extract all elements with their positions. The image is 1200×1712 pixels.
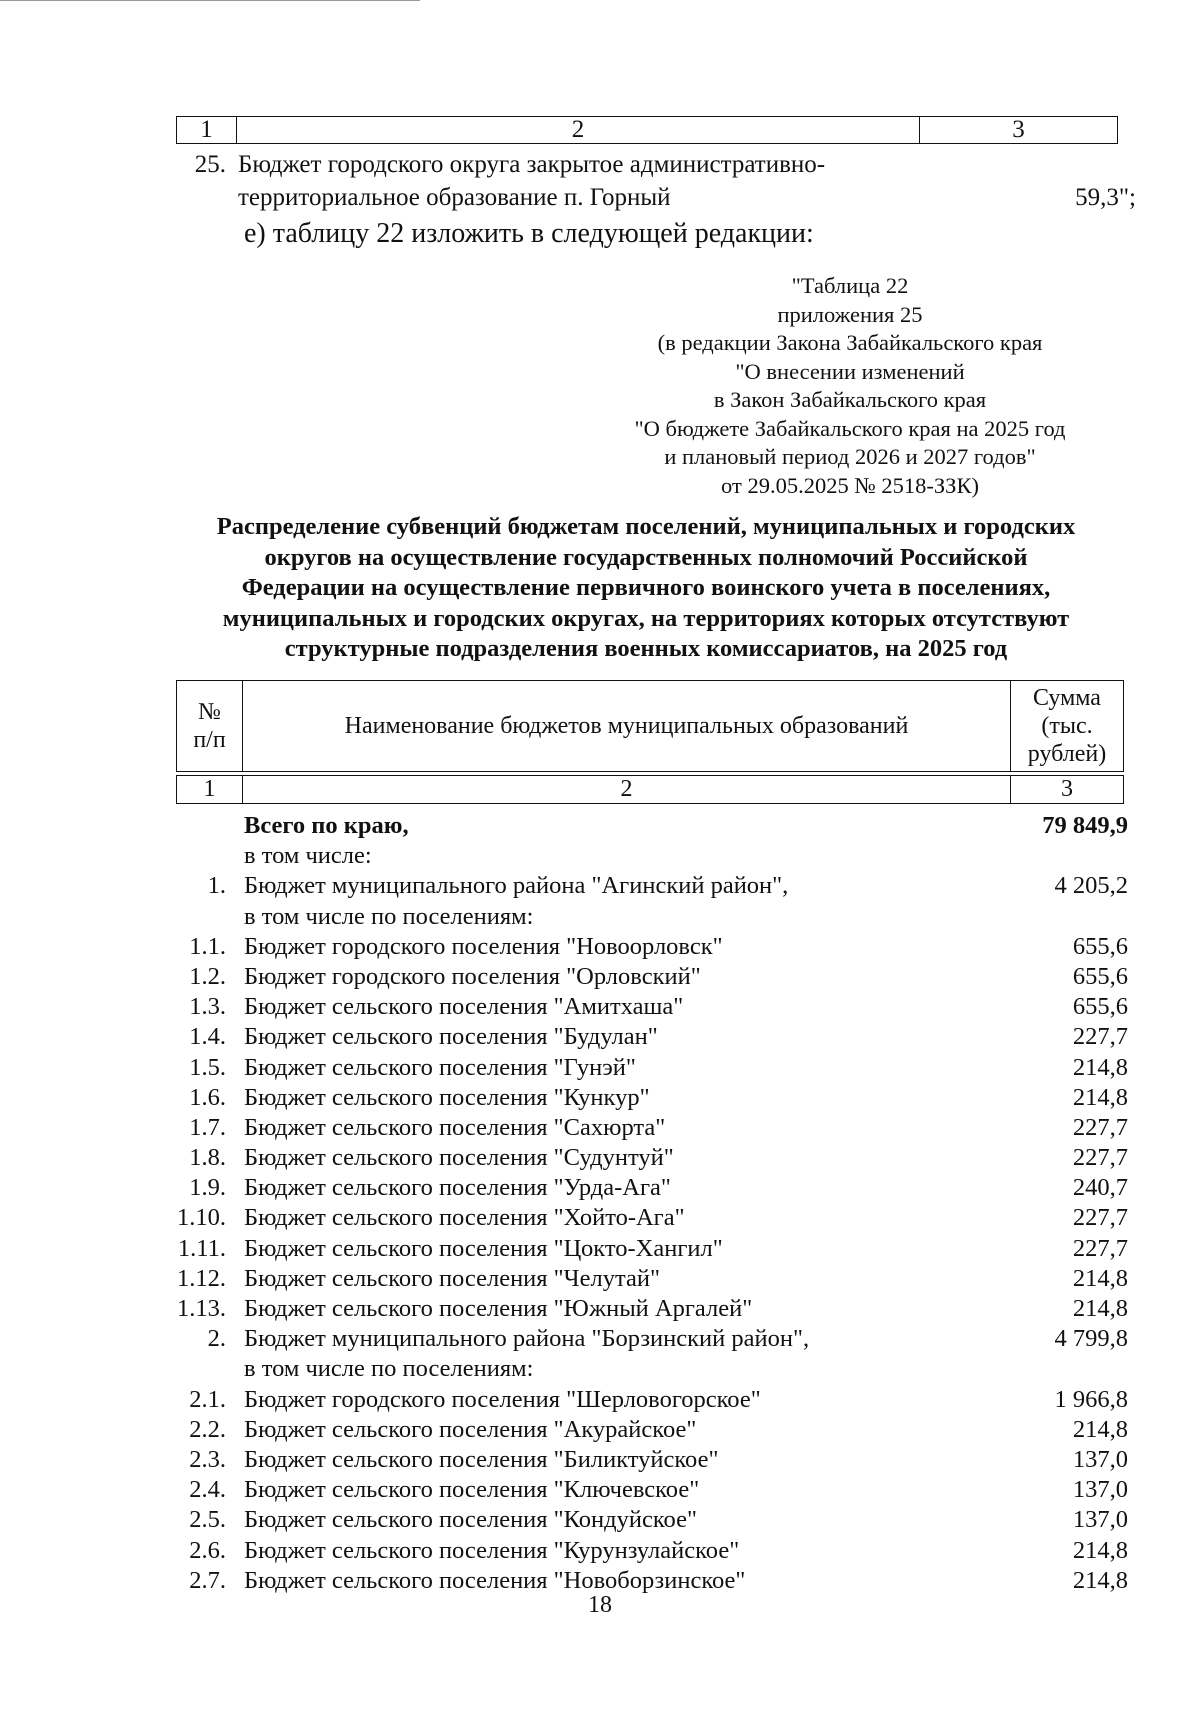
column-number-3: 3	[1061, 776, 1073, 802]
column-number-2: 2	[243, 776, 1011, 803]
row-number: 2.7.	[189, 1566, 226, 1594]
table-row	[166, 1022, 1128, 1052]
table-row	[166, 1143, 1128, 1173]
table-header	[176, 680, 1124, 772]
table-row	[166, 871, 1128, 901]
table-row	[166, 962, 1128, 992]
table-row	[166, 932, 1128, 962]
row-text-line-1: Бюджет городского округа закрытое административно-	[238, 151, 826, 178]
row-name: Бюджет сельского поселения "Судунтуй"	[244, 1144, 674, 1172]
title-line: структурные подразделения военных комиссариатов, на 2025 год	[284, 635, 1008, 662]
header-name-column: Наименование бюджетов муниципальных образований	[243, 681, 1011, 771]
header-col-3: 3	[1012, 116, 1025, 143]
title-line: округов на осуществление государственных полномочий Российской	[264, 543, 1028, 571]
row-number: 1.4.	[189, 1023, 226, 1051]
row-number: 1.12.	[177, 1264, 226, 1292]
row-name: Бюджет сельского поселения "Южный Аргалей"	[244, 1295, 753, 1322]
row-name: Бюджет городского поселения "Шерловогорское"	[244, 1385, 761, 1413]
row-name: Бюджет сельского поселения "Биликтуйское"	[244, 1445, 719, 1473]
table-row	[166, 1475, 1128, 1505]
table-row	[166, 1264, 1128, 1294]
title-line: Распределение субвенций бюджетам поселений, муниципальных и городских	[216, 513, 1076, 540]
header-sum-line-2: (тыс.	[1041, 713, 1093, 739]
table-row	[166, 1234, 1128, 1264]
row-amount: 227,7	[1072, 1113, 1128, 1141]
row-amount: 214,8	[1072, 1566, 1128, 1594]
row-number: 1.6.	[189, 1083, 226, 1111]
table-title	[166, 512, 1126, 665]
row-number: 1.5.	[189, 1053, 226, 1081]
row-number: 2.6.	[189, 1536, 226, 1564]
continued-table-header	[176, 116, 1118, 144]
row-value: 59,3";	[1075, 184, 1136, 211]
header-sum-line-1: Сумма	[1033, 685, 1101, 711]
row-amount: 240,7	[1072, 1174, 1128, 1202]
header-number-abbr: п/п	[193, 727, 226, 753]
row-amount: 137,0	[1072, 1445, 1128, 1473]
row-amount: 227,7	[1072, 1144, 1128, 1172]
row-amount: 214,8	[1072, 1053, 1128, 1081]
row-name: Бюджет сельского поселения "Кункур"	[244, 1083, 650, 1111]
row-name: Бюджет сельского поселения "Цокто-Хангил"	[244, 1234, 723, 1262]
row-name: Бюджет муниципального района "Агинский район",	[244, 872, 789, 900]
row-name: Бюджет сельского поселения "Будулан"	[244, 1023, 658, 1051]
row-number: 2.3.	[189, 1445, 226, 1473]
row-amount: 214,8	[1072, 1264, 1128, 1292]
table-row	[166, 1536, 1128, 1566]
row-amount: 214,8	[1072, 1295, 1128, 1322]
annex-line: "О бюджете Забайкальского края на 2025 год	[634, 415, 1066, 441]
annex-line: "Таблица 22	[791, 273, 909, 298]
row-name: Бюджет муниципального района "Борзинский район",	[244, 1325, 810, 1353]
annex-line: "О внесении изменений	[735, 358, 965, 384]
table-row	[166, 1415, 1128, 1445]
row-name: Бюджет сельского поселения "Сахюрта"	[244, 1113, 666, 1141]
row-text	[238, 148, 858, 214]
row-amount: 655,6	[1072, 932, 1128, 960]
table-row	[166, 1294, 1128, 1324]
row-number: 1.10.	[177, 1204, 226, 1232]
column-number-1: 1	[177, 776, 243, 803]
table-row	[166, 1203, 1128, 1233]
row-number: 2.1.	[189, 1385, 226, 1413]
row-name: Бюджет сельского поселения "Курунзулайское"	[244, 1536, 740, 1564]
row-amount: 214,8	[1072, 1415, 1128, 1443]
row-amount: 655,6	[1072, 962, 1128, 990]
table-row	[166, 1505, 1128, 1535]
table-row	[166, 1385, 1128, 1415]
table-row	[166, 902, 1128, 932]
row-name: Бюджет городского поселения "Орловский"	[244, 962, 701, 990]
title-line: муниципальных и городских округах, на территориях которых отсутствуют	[222, 604, 1070, 632]
scan-edge-line	[0, 0, 420, 1]
row-name: Бюджет сельского поселения "Кондуйское"	[244, 1506, 697, 1534]
table-row	[166, 1173, 1128, 1203]
row-name: Бюджет сельского поселения "Акурайское"	[244, 1415, 697, 1443]
row-name: Бюджет городского поселения "Новоорловск"	[244, 932, 723, 960]
row-amount: 4 799,8	[1054, 1325, 1128, 1353]
header-number-column	[177, 681, 243, 771]
table-row	[166, 1113, 1128, 1143]
row-number: 2.2.	[189, 1415, 226, 1443]
instruction-text: е) таблицу 22 изложить в следующей редакции:	[244, 218, 814, 249]
row-amount: 655,6	[1072, 993, 1128, 1021]
table-body	[166, 811, 1128, 1596]
row-amount: 214,8	[1072, 1536, 1128, 1564]
table-row	[166, 1445, 1128, 1475]
row-number: 1.3.	[189, 993, 226, 1021]
header-col-2: 2	[237, 117, 920, 143]
header-sum-line-3: рублей)	[1027, 741, 1107, 767]
table-row	[166, 992, 1128, 1022]
row-amount: 137,0	[1072, 1476, 1128, 1504]
row-text-line-2: территориальное образование п. Горный	[238, 184, 671, 211]
row-name: Бюджет сельского поселения "Урда-Ага"	[244, 1174, 671, 1202]
row-name: Бюджет сельского поселения "Гунэй"	[244, 1053, 636, 1081]
row-name: Всего по краю,	[244, 812, 409, 839]
header-number-sign: №	[198, 699, 221, 725]
table-column-numbers	[176, 775, 1124, 804]
row-name: Бюджет сельского поселения "Челутай"	[244, 1264, 660, 1292]
row-number: 1.8.	[189, 1144, 226, 1172]
annex-line: и плановый период 2026 и 2027 годов"	[664, 444, 1036, 469]
annex-line: от 29.05.2025 № 2518-ЗЗК)	[721, 472, 979, 498]
row-number: 2.5.	[189, 1506, 226, 1534]
row-name: Бюджет сельского поселения "Хойто-Ага"	[244, 1204, 685, 1232]
row-amount: 4 205,2	[1054, 872, 1128, 900]
table-row	[166, 1053, 1128, 1083]
row-name: в том числе:	[244, 842, 372, 870]
row-number: 1.13.	[177, 1295, 226, 1322]
row-amount: 227,7	[1072, 1234, 1128, 1262]
row-amount: 227,7	[1072, 1023, 1128, 1051]
row-number: 1.	[207, 872, 226, 900]
row-name: в том числе по поселениям:	[244, 1355, 534, 1383]
page-number: 18	[588, 1592, 612, 1618]
row-name: Бюджет сельского поселения "Новоборзинское"	[244, 1566, 746, 1594]
row-amount: 1 966,8	[1054, 1385, 1128, 1413]
row-number: 1.1.	[189, 932, 226, 960]
row-amount: 214,8	[1072, 1083, 1128, 1111]
row-number: 1.9.	[189, 1174, 226, 1202]
header-sum-column	[1011, 681, 1123, 771]
row-amount: 137,0	[1072, 1506, 1128, 1534]
table-row	[166, 1354, 1128, 1384]
row-amount: 227,7	[1072, 1204, 1128, 1232]
row-number: 1.11.	[177, 1234, 226, 1262]
annex-line: в Закон Забайкальского края	[713, 387, 987, 412]
row-name: в том числе по поселениям:	[244, 902, 534, 930]
row-number: 2.4.	[189, 1476, 226, 1504]
table-row	[166, 1083, 1128, 1113]
title-line: Федерации на осуществление первичного воинского учета в поселениях,	[241, 574, 1051, 601]
row-amount: 79 849,9	[1042, 812, 1128, 839]
row-number: 1.7.	[189, 1113, 226, 1141]
row-number: 25.	[194, 151, 226, 178]
row-number: 1.2.	[189, 962, 226, 990]
header-col-1: 1	[177, 117, 237, 143]
row-name: Бюджет сельского поселения "Ключевское"	[244, 1476, 700, 1504]
table-row	[166, 1324, 1128, 1354]
table-row	[166, 841, 1128, 871]
annex-line: (в редакции Закона Забайкальского края	[657, 330, 1043, 355]
annex-line: приложения 25	[777, 301, 923, 327]
row-number: 2.	[207, 1325, 226, 1353]
row-name: Бюджет сельского поселения "Амитхаша"	[244, 993, 684, 1021]
table-row	[166, 811, 1128, 841]
annex-caption	[580, 272, 1120, 500]
